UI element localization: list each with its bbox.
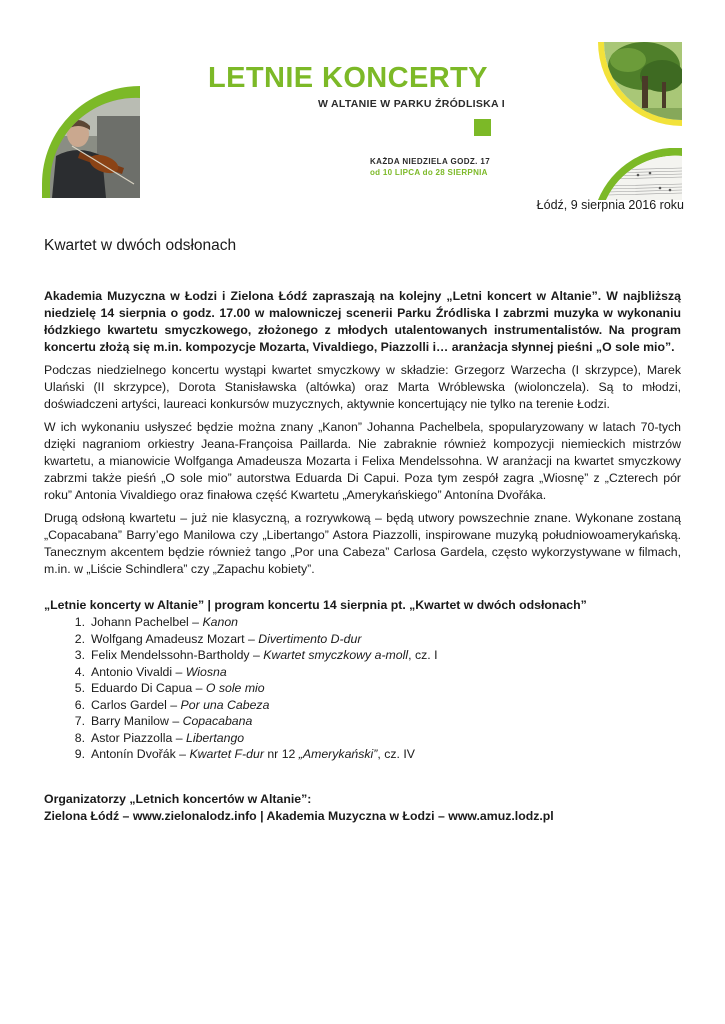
item-work: Divertimento D-dur [258,631,362,646]
item-number: 9. [74,747,85,761]
program-heading: „Letnie koncerty w Altanie” | program koncertu 14 sierpnia pt. „Kwartet w dwóch odsłonach” [44,598,587,612]
item-work: Libertango [186,730,245,745]
item-suffix: , cz. I [408,648,438,662]
item-number: 8. [74,730,85,745]
green-square-mark [474,119,491,136]
item-number: 7. [74,714,85,728]
program-item [44,730,438,747]
park-tree-photo [598,42,682,126]
header-subtitle: W ALTANIE W PARKU ŹRÓDLISKA I [318,98,505,110]
item-work: Kanon [202,615,239,629]
item-work: Copacabana [182,714,253,728]
schedule-line-2: od 10 LIPCA do 28 SIERPNIA [370,168,488,177]
program-item [44,664,438,681]
body-paragraph: Drugą odsłoną kwartetu – już nie klasyczną, a rozrywkową – będą utwory powszechnie znane. Wykonane zostaną „Copacabana” Barry’ego Manilowa czy „Libertango” Astora Piazzolli, inspirowane muzyką południowoamerykańską. Tanecznym akcentem będzie również tango „Por una Cabeza” Carlosa Gardela, często wykorzystywane w filmach, m.in. w „Liście Schindlera” czy „Zapachu kobiety”. [44,511,681,576]
lead-paragraph: Akademia Muzyczna w Łodzi i Zielona Łódź zapraszają na kolejny „Letni koncert w Altanie”. W najbliższą niedzielę 14 sierpnia o godz. 17.00 w malowniczej scenerii Parku Źródliska I zabrzmi muzyka w wykonaniu łódzkiego kwartetu smyczkowego, złożonego z młodych utalentowanych instrumentalistów. Na program koncertu złożą się m.in. kompozycje Mozarta, Vivaldiego, Piazzolli i… aranżacja słynnej pieśni „O sole mio”. [44,289,681,354]
program-item [44,697,438,714]
program-list [44,614,438,763]
dateline: Łódź, 9 sierpnia 2016 roku [536,198,684,212]
body-paragraph: W ich wykonaniu usłyszeć będzie można znany „Kanon” Johanna Pachelbela, spopularyzowany w latach 70-tych dzięki nagraniom orkiestry Jeana-Françoisa Paillarda. Nie zabraknie również kompozycji niemieckich mistrzów kwartetu, a mianowicie Wolfganga Amadeusza Mozarta i Felixa Mendelssohna. W aranżacji na kwartet smyczkowy zabrzmi także pieśń „O sole mio” autorstwa Eduarda Di Capui. Poza tym zespół zagra „Wiosnę” z „Czterech pór roku” Antonia Vivaldiego oraz finałowa część Kwartetu „Amerykańskiego” Antonína Dvořáka. [44,420,681,502]
header-title: LETNIE KONCERTY [208,62,488,94]
item-composer: Antonín Dvořák – [91,747,190,761]
item-work: Wiosna [185,664,227,679]
program-item [44,647,438,664]
document-title: Kwartet w dwóch odsłonach [44,237,237,254]
organizers-links: Zielona Łódź – www.zielonalodz.info | Akademia Muzyczna w Łodzi – www.amuz.lodz.pl [44,809,554,823]
item-composer: Barry Manilow – [91,714,183,728]
body-paragraph: Podczas niedzielnego koncertu wystąpi kwartet smyczkowy w składzie: Grzegorz Warzecha (I skrzypce), Marek Ulański (II skrzypce), Dorota Stanisławska (altówka) oraz Marta Wróblewska (wiolonczela). Są to młodzi, doświadczeni artyści, laureaci konkursów muzycznych, aktywnie koncertujący nie tylko na terenie Łodzi. [44,363,681,411]
item-composer: Wolfgang Amadeusz Mozart – [91,631,259,646]
item-composer: Johann Pachelbel – [91,615,203,629]
item-work: Kwartet F-dur [189,747,264,761]
item-composer: Felix Mendelssohn-Bartholdy – [91,648,264,662]
violinist-photo [42,86,140,198]
item-work: Por una Cabeza [180,697,270,712]
program-item [44,680,438,697]
item-work: O sole mio [205,681,265,695]
program-item [44,631,438,648]
item-suffix: nr 12 [263,747,299,761]
item-number: 1. [74,615,85,629]
item-composer: Astor Piazzolla – [91,730,187,745]
item-number: 2. [74,631,85,646]
item-composer: Carlos Gardel – [91,697,181,712]
item-work-subtitle: „Amerykański” [298,747,378,761]
item-composer: Antonio Vivaldi – [91,664,186,679]
item-composer: Eduardo Di Capua – [91,681,206,695]
item-number: 5. [74,681,85,695]
schedule-line-1: KAŻDA NIEDZIELA GODZ. 17 [370,157,491,166]
program-item [44,746,438,763]
item-suffix: , cz. IV [377,747,415,761]
organizers-block [44,791,554,825]
item-work: Kwartet smyczkowy a-moll [263,648,409,662]
organizers-heading: Organizatorzy „Letnich koncertów w Altanie”: [44,792,312,806]
item-number: 4. [74,664,85,679]
item-number: 6. [74,697,85,712]
item-number: 3. [74,648,85,662]
program-item [44,614,438,631]
program-item [44,713,438,730]
sheet-music-graphic [598,148,682,200]
